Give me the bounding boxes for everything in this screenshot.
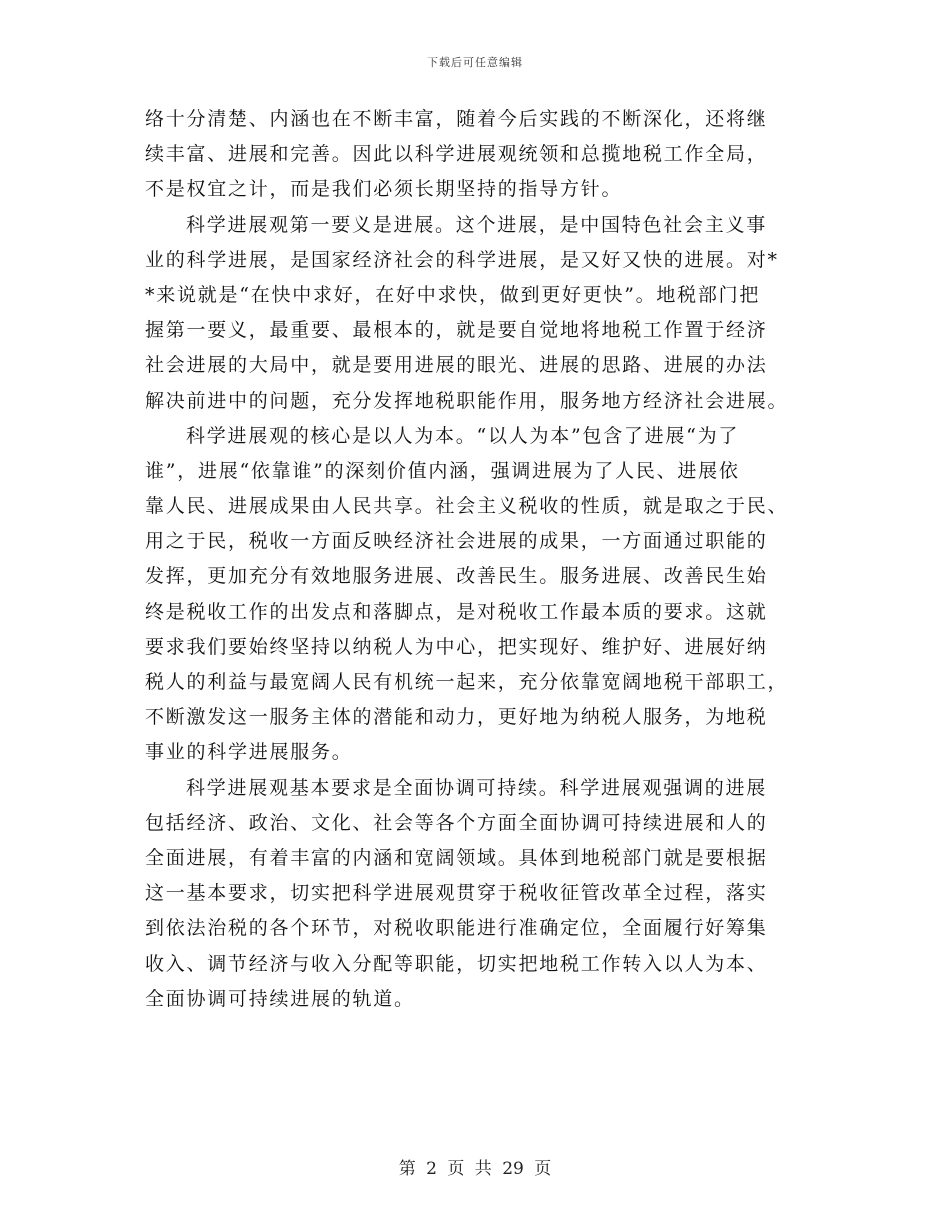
paragraph-first-line: 科学进展观第一要义是进展。这个进展，是中国特色社会主义事 bbox=[186, 213, 768, 236]
text-line: 不断激发这一服务主体的潜能和动力，更好地为纳税人服务，为地税 bbox=[145, 706, 768, 729]
text-line: 全面协调可持续进展的轨道。 bbox=[145, 987, 415, 1010]
text-line: *来说就是“在快中求好，在好中求快，做到更好更快”。地税部门把 bbox=[145, 283, 761, 306]
paragraph-first-line: 科学进展观基本要求是全面协调可持续。科学进展观强调的进展 bbox=[186, 776, 768, 799]
text-line: 发挥，更加充分有效地服务进展、改善民生。服务进展、改善民生始 bbox=[145, 565, 768, 588]
paragraph-first-line: 科学进展观的核心是以人为本。“以人为本”包含了进展“为了 bbox=[186, 424, 740, 447]
text-line: 谁”，进展“依靠谁”的深刻价值内涵，强调进展为了人民、进展依 bbox=[145, 459, 740, 482]
text-line: 握第一要义，最重要、最根本的，就是要自觉地将地税工作置于经济 bbox=[145, 319, 768, 342]
text-line: 包括经济、政治、文化、社会等各个方面全面协调可持续进展和人的 bbox=[145, 811, 768, 834]
text-line: 解决前进中的问题，充分发挥地税职能作用，服务地方经济社会进展。 bbox=[145, 389, 789, 412]
text-line: 这一基本要求，切实把科学进展观贯穿于税收征管改革全过程，落实 bbox=[145, 882, 768, 905]
text-line: 不是权宜之计，而是我们必须长期坚持的指导方针。 bbox=[145, 178, 623, 201]
text-line: 要求我们要始终坚持以纳税人为中心，把实现好、维护好、进展好纳 bbox=[145, 635, 768, 658]
text-line: 续丰富、进展和完善。因此以科学进展观统领和总揽地税工作全局， bbox=[145, 143, 768, 166]
text-line: 税人的利益与最宽阔人民有机统一起来，充分依靠宽阔地税干部职工， bbox=[145, 671, 789, 693]
page-header: 下载后可任意编辑 bbox=[427, 56, 523, 69]
text-line: 用之于民，税收一方面反映经济社会进展的成果，一方面通过职能的 bbox=[145, 530, 768, 553]
text-line: 络十分清楚、内涵也在不断丰富，随着今后实践的不断深化，还将继 bbox=[145, 108, 768, 130]
text-line: 到依法治税的各个环节，对税收职能进行准确定位，全面履行好筹集 bbox=[145, 917, 768, 940]
text-line: 事业的科学进展服务。 bbox=[145, 741, 353, 764]
text-line: 靠人民、进展成果由人民共享。社会主义税收的性质，就是取之于民、 bbox=[145, 495, 789, 518]
page-number-footer: 第 2 页 共 29 页 bbox=[398, 1159, 552, 1179]
text-line: 全面进展，有着丰富的内涵和宽阔领域。具体到地税部门就是要根据 bbox=[145, 846, 768, 869]
text-line: 业的科学进展，是国家经济社会的科学进展，是又好又快的进展。对* bbox=[145, 248, 779, 271]
text-line: 收入、调节经济与收入分配等职能，切实把地税工作转入以人为本、 bbox=[145, 952, 768, 975]
document-body bbox=[145, 102, 810, 1017]
text-line: 社会进展的大局中，就是要用进展的眼光、进展的思路、进展的办法 bbox=[145, 354, 768, 377]
text-line: 终是税收工作的出发点和落脚点，是对税收工作最本质的要求。这就 bbox=[145, 600, 768, 623]
